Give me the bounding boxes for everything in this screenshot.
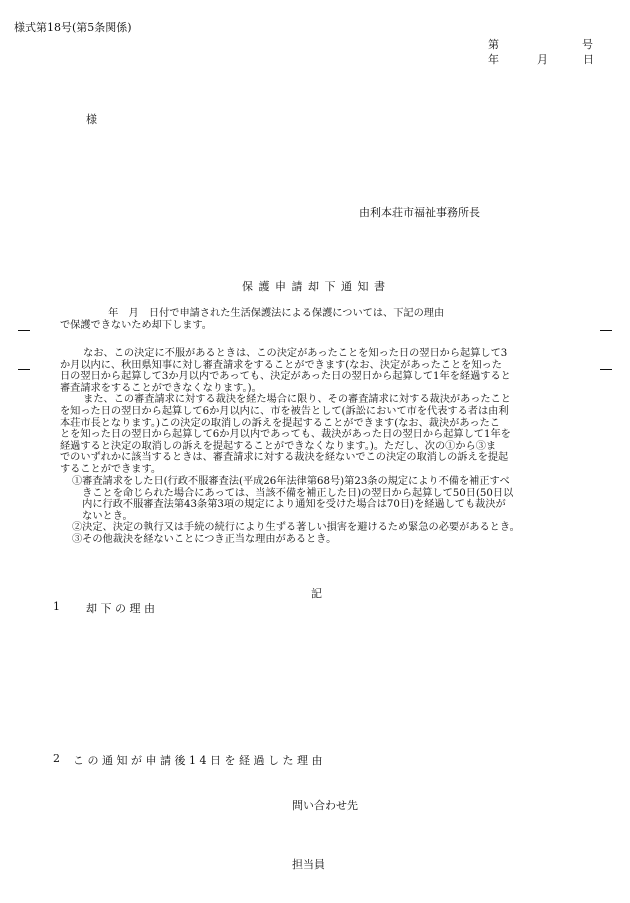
exception-item: ③その他裁決を経ないことにつき正当な理由があるとき。: [72, 533, 337, 545]
section-1-number: 1: [53, 600, 60, 613]
exception-items: [72, 476, 520, 546]
intro-line: で保護できないため却下します。: [60, 319, 212, 331]
section-2-label: こ の 通 知 が 申 請 後 1 4 日 を 経 過 し た 理 由: [73, 754, 323, 767]
exception-item: ①審査請求をした日(行政不服審査法(平成26年法律第68号)第23条の規定により不備を補正すべ: [72, 476, 510, 487]
exception-item: きことを命じられた場合にあっては、当該不備を補正した日)の翌日から起算して50日(50日以: [72, 487, 514, 499]
ki-heading: 記: [311, 587, 322, 600]
notice-paragraph: [60, 348, 511, 476]
fold-mark-left-bottom: [18, 369, 30, 370]
exception-item: ないとき。: [72, 510, 133, 522]
doc-date-month: 月: [537, 53, 548, 66]
intro-paragraph: [60, 308, 444, 331]
notice-line: 日の翌日から起算して3か月以内であっても、決定があった日の翌日から起算して1年を経過すると: [60, 371, 511, 383]
exception-item: 内に行政不服審査法第43条第3項の規定により通知を受けた場合は70日)を経過しても裁決が: [72, 499, 506, 511]
doc-number-prefix: 第: [488, 38, 499, 51]
intro-line: 年 月 日付で申請された生活保護法による保護については、下記の理由: [98, 308, 445, 319]
notice-line: することができます。: [60, 463, 162, 475]
notice-line: か月以内に、秋田県知事に対し審査請求をすることができます(なお、決定があったことを知った: [60, 359, 502, 371]
notice-line: 本荘市長となります。)この決定の取消しの訴えを提起することができます(なお、裁決があったこ: [60, 417, 500, 429]
section-2-number: 2: [53, 752, 60, 765]
doc-date-year: 年: [488, 53, 499, 66]
form-label: 様式第18号(第5条関係): [14, 21, 132, 34]
notice-line: なお、この決定に不服があるときは、この決定があったことを知った日の翌日から起算して3: [73, 348, 508, 359]
fold-mark-left-top: [18, 330, 30, 331]
recipient-suffix: 様: [86, 113, 97, 126]
notice-line: 審査請求をすることができなくなります。)。: [60, 382, 262, 394]
doc-date-day: 日: [583, 53, 594, 66]
notice-line: とを知った日の翌日から起算して6か月以内であっても、裁決があった日の翌日から起算して1年を: [60, 429, 511, 441]
fold-mark-right-top: [600, 330, 612, 331]
staff-label: 担当員: [292, 858, 325, 871]
contact-label: 問い合わせ先: [292, 799, 358, 812]
exception-item: ②決定、決定の執行又は手続の続行により生ずる著しい損害を避けるため緊急の必要があるとき。: [72, 522, 520, 534]
document-title: 保 護 申 請 却 下 通 知 書: [242, 280, 386, 293]
notice-line: 経過すると決定の取消しの訴えを提起することができなくなります。)。ただし、次の①から③ま: [60, 440, 497, 452]
fold-mark-right-bottom: [600, 369, 612, 370]
section-1-label: 却 下 の 理 由: [86, 602, 155, 615]
issuer: 由利本荘市福祉事務所長: [359, 206, 480, 219]
doc-number-suffix: 号: [582, 38, 593, 51]
notice-line: でのいずれかに該当するときは、審査請求に対する裁決を経ないでこの決定の取消しの訴えを提起: [60, 452, 509, 464]
notice-line: また、この審査請求に対する裁決を経た場合に限り、その審査請求に対する裁決があったこと: [73, 394, 511, 406]
notice-line: を知った日の翌日から起算して6か月以内に、市を被告として(訴訟において市を代表する者は由利: [60, 405, 509, 417]
